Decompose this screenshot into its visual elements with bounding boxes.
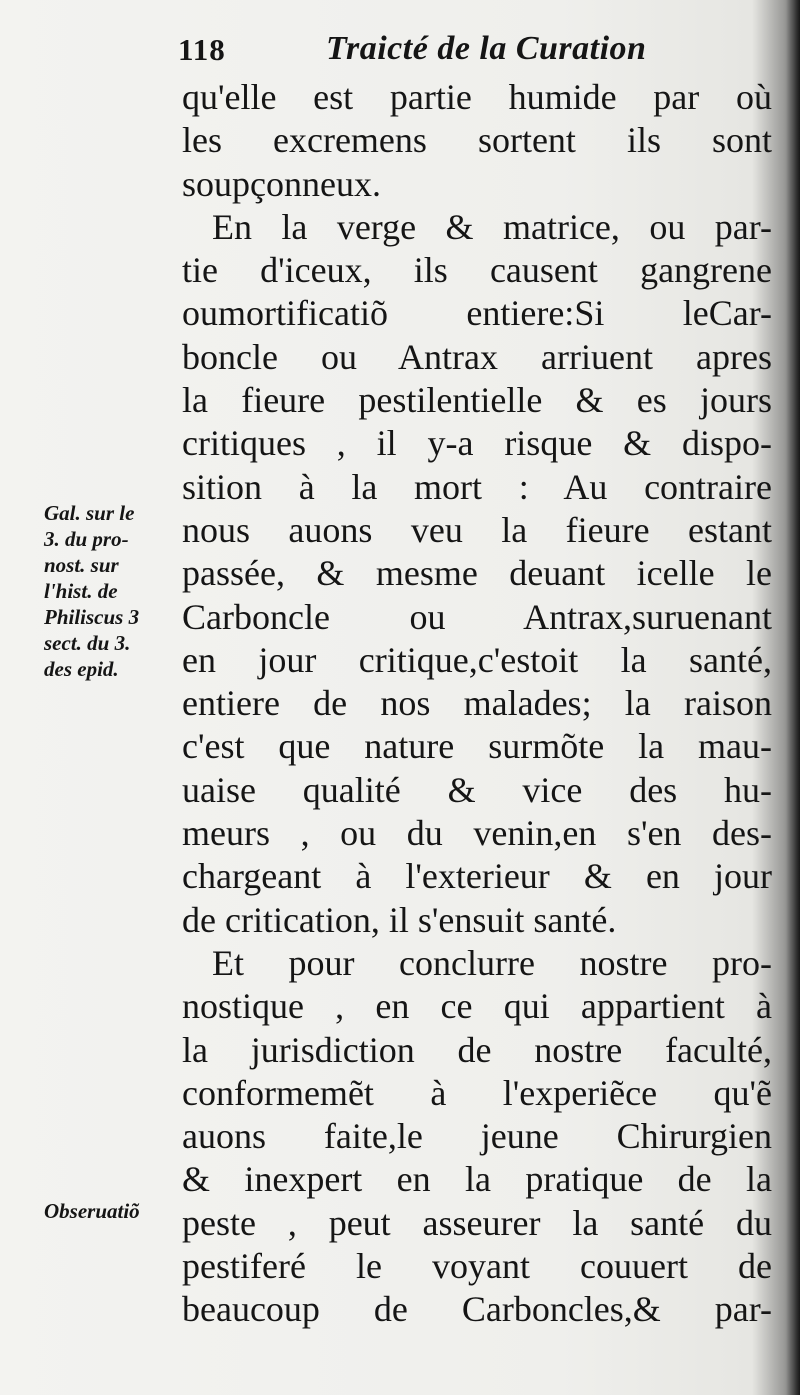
marginal-note-observation	[44, 1198, 184, 1224]
marginal-note-line: des epid.	[44, 657, 119, 681]
text-line: qu'elle est partie humide par où	[182, 77, 772, 117]
text-line: soupçonneux.	[182, 163, 381, 204]
text-line: chargeant à l'exterieur & en jour	[182, 856, 772, 897]
running-head: Traicté de la Curation	[326, 30, 647, 67]
text-line: Et pour conclurre nostre pro-	[212, 942, 772, 983]
marginal-note-line: 3. du pro-	[44, 527, 129, 551]
body-text	[182, 76, 772, 1332]
text-line: c'est que nature surmõte la mau-	[182, 726, 772, 767]
text-line: oumortificatiõ entiere:Si leCar-	[182, 293, 772, 334]
text-line: Carboncle ou Antrax,suruenant	[182, 596, 772, 637]
marginal-note-line: Philiscus 3	[44, 605, 140, 629]
page-number: 118	[178, 32, 226, 67]
marginal-note-line: l'hist. de	[44, 579, 118, 603]
text-line: beaucoup de Carboncles,& par-	[182, 1289, 772, 1330]
text-line: les excremens sortent ils sont	[182, 120, 772, 161]
text-line: peste , peut asseurer la santé du	[182, 1202, 772, 1243]
text-line: meurs , ou du venin,en s'en des-	[182, 813, 772, 854]
text-line: de critication, il s'ensuit santé.	[182, 899, 617, 940]
text-line: uaise qualité & vice des hu-	[182, 769, 772, 810]
marginal-note-galen	[44, 500, 184, 682]
text-line: la jurisdiction de nostre faculté,	[182, 1029, 772, 1070]
text-line: & inexpert en la pratique de la	[182, 1159, 772, 1200]
marginal-note-line: Gal. sur le	[44, 501, 135, 525]
text-line: sition à la mort : Au contraire	[182, 466, 772, 507]
text-line: entiere de nos malades; la raison	[182, 683, 772, 724]
text-line: critiques , il y-a risque & dispo-	[182, 423, 772, 464]
text-line: pestiferé le voyant couuert de	[182, 1246, 772, 1287]
binding-shadow	[786, 0, 800, 1395]
marginal-note-line: sect. du 3.	[44, 631, 131, 655]
page-header	[178, 28, 698, 78]
text-line: auons faite,le jeune Chirurgien	[182, 1116, 772, 1157]
text-line: tie d'iceux, ils causent gangrene	[182, 250, 772, 291]
marginal-note-line: Obseruatiõ	[44, 1199, 140, 1223]
text-line: nous auons veu la fieure estant	[182, 509, 772, 550]
text-line: nostique , en ce qui appartient à	[182, 986, 772, 1027]
text-line: la fieure pestilentielle & es jours	[182, 380, 772, 421]
text-line: conformemẽt à l'experiẽce qu'ẽ	[182, 1072, 772, 1113]
marginal-note-line: nost. sur	[44, 553, 119, 577]
text-line: passée, & mesme deuant icelle le	[182, 553, 772, 594]
text-line: boncle ou Antrax arriuent apres	[182, 336, 772, 377]
text-line: en jour critique,c'estoit la santé,	[182, 639, 772, 680]
text-line: En la verge & matrice, ou par-	[212, 206, 772, 247]
